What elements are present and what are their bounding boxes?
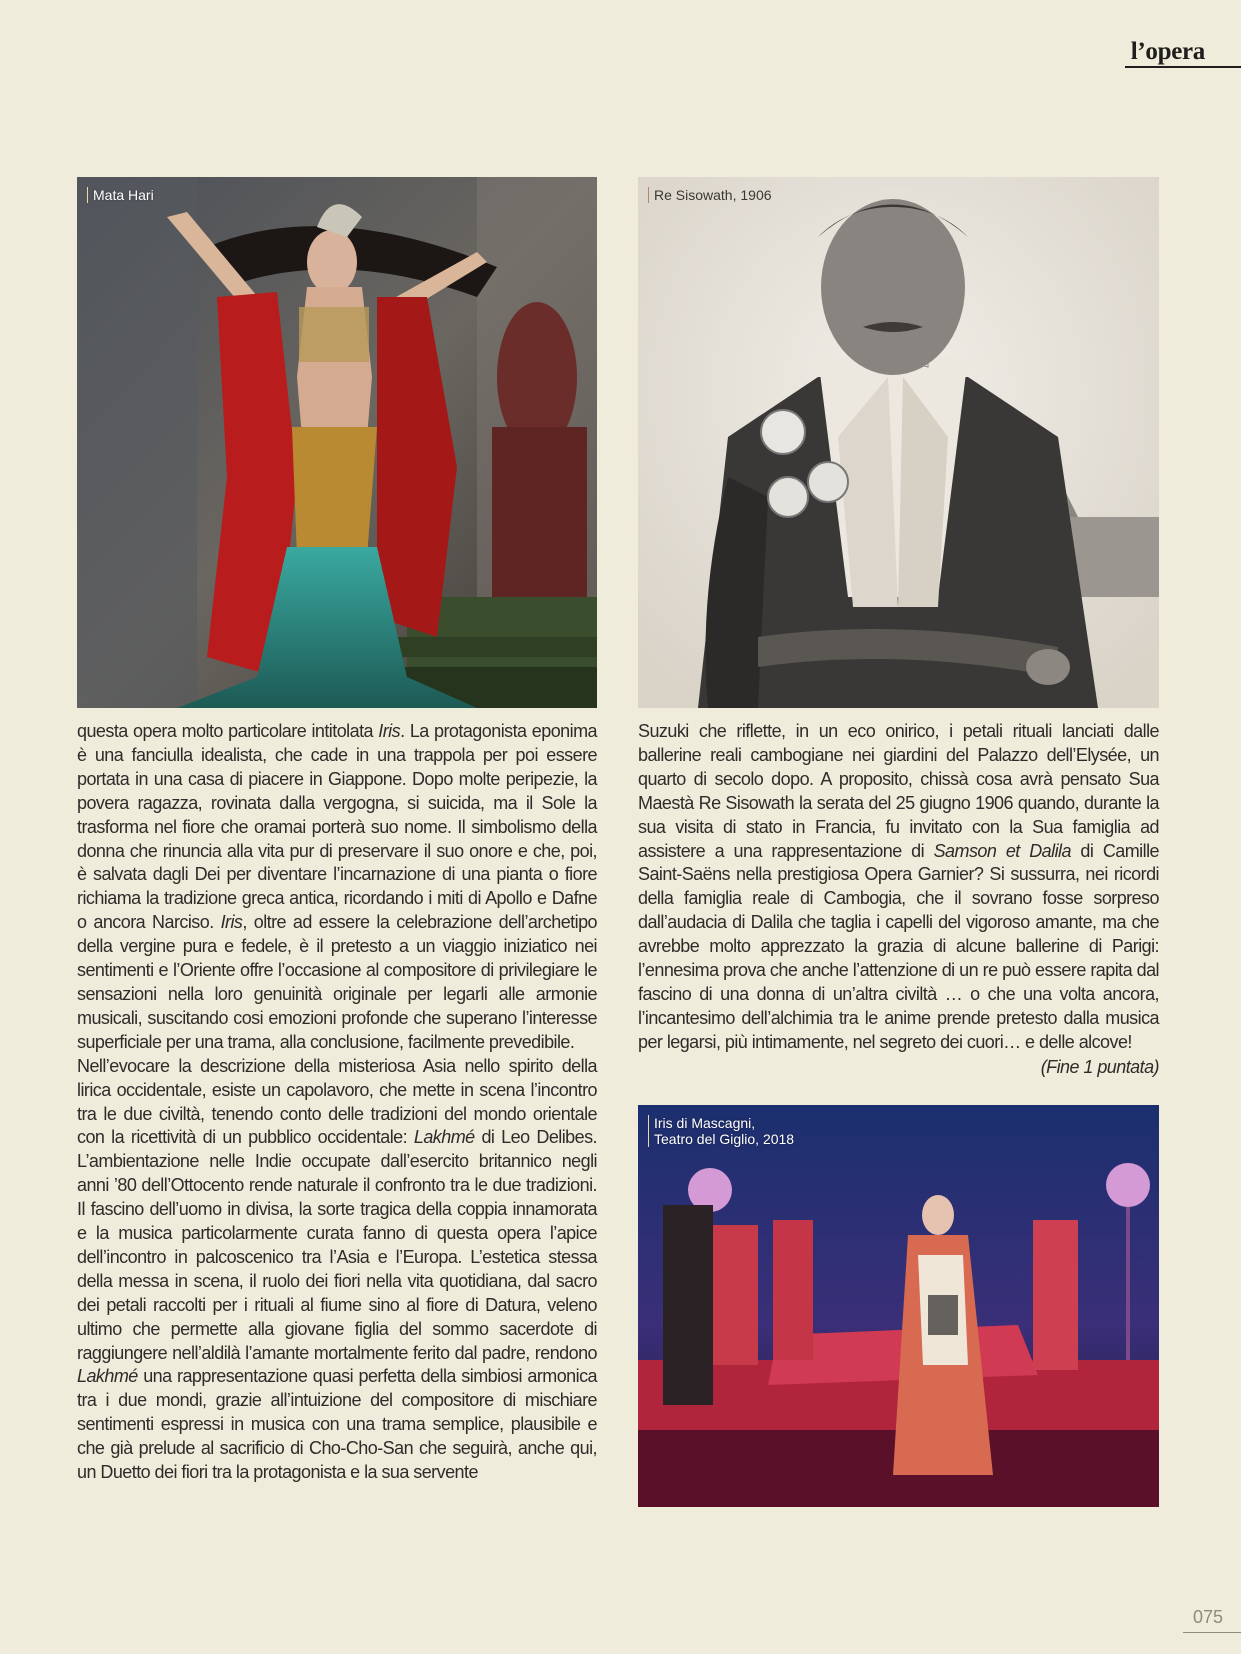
mata-hari-image bbox=[77, 177, 597, 708]
right-paragraph-1: Suzuki che riflette, in un eco onirico, i petali rituali lanciati dalle ballerine reali cambogiane nei giardini del Palazzo dell’Elysée, un quarto di secolo dopo. A proposito, chissà cosa avrà pensato Sua Maestà Re Sisowath la serata del 25 giugno 1906 quando, durante la sua visita di stato in Francia, fu invitato con la Sua famiglia ad assistere a una rappresentazione di Samson et Dalila di Camille Saint-Saëns nella prestigiosa Opera Garnier? Si sussurra, nei ricordi della famiglia reale di Cambogia, che il sovrano fosse sorpreso dall’audacia di Dalila che taglia i capelli del vigoroso amante, ma che avrebbe molto apprezzato la grazia di alcune ballerine di Parigi: l’ennesima prova che anche l’attenzione di un re può essere rapita dal fascino di una donna di un’altra civiltà … o che una volta ancora, l’incantesimo dell’alchimia tra le anime prende pretesto dalla musica per legarsi, più intimamente, nel segreto dei cuori… e delle alcove! bbox=[638, 721, 1159, 1052]
magazine-masthead: l’opera bbox=[1130, 38, 1205, 65]
sisowath-caption: Re Sisowath, 1906 bbox=[648, 187, 772, 203]
iris-stage-photo bbox=[638, 1105, 1159, 1507]
iris-stage-image bbox=[638, 1105, 1159, 1507]
sisowath-image bbox=[638, 177, 1159, 708]
iris-caption: Iris di Mascagni, Teatro del Giglio, 2018 bbox=[648, 1115, 794, 1147]
left-column-text bbox=[77, 720, 597, 1485]
series-ending-note: (Fine 1 puntata) bbox=[1040, 1056, 1159, 1077]
right-column-text bbox=[638, 720, 1159, 1080]
mata-hari-caption: Mata Hari bbox=[87, 187, 154, 203]
mata-hari-photo bbox=[77, 177, 597, 708]
sisowath-photo bbox=[638, 177, 1159, 708]
page-number-rule bbox=[1183, 1632, 1241, 1633]
left-paragraph-1: questa opera molto particolare intitolata Iris. La protagonista eponima è una fanciulla idealista, che cade in una trappola per poi essere portata in una casa di piacere in Giappone. Dopo molte peripezie, la povera ragazza, rovinata dalla vergogna, si suicida, ma il Sole la trasforma nel fiore che oramai porterà suo nome. Il simbolismo della donna che rinuncia alla vita pur di preservare il suo onore e che, poi, è salvata dagli Dei per diventare l’incarnazione di una pianta o fiore richiama la tradizione greca antica, ricordando i miti di Apollo e Dafne o ancora Narciso. Iris, oltre ad essere la celebrazione dell’archetipo della vergine pura e fedele, è il pretesto a un viaggio iniziatico nei sentimenti e l’Oriente offre l’occasione al compositore di privilegiare le sensazioni nella loro genuinità originale per legarli alle armonie musicali, suscitando cosi emozioni profonde che superano l’interesse superficiale per una trama, alla conclusione, facilmente prevedibile. bbox=[77, 721, 597, 1052]
masthead-rule bbox=[1125, 66, 1241, 68]
left-paragraph-2: Nell’evocare la descrizione della misteriosa Asia nello spirito della lirica occidentale, esiste un capolavoro, che mette in scena l’incontro tra le due civiltà, tenendo conto delle tradizioni del mondo orientale con la ricettività di un pubblico occidentale: Lakhmé di Leo Delibes. L’ambientazione nelle Indie occupate dall’esercito britannico negli anni ’80 dell’Ottocento rende naturale il confronto tra le due tradizioni. Il fascino dell’uomo in divisa, la sorte tragica della coppia innamorata e la musica particolarmente curata fanno di questa opera l’apice dell’incontro in palcoscenico tra l’Asia e l’Europa. L’estetica stessa della messa in scena, il ruolo dei fiori nella vita quotidiana, dal sacro dei petali raccolti per i rituali al fiume sino al fiore di Datura, veleno ultimo che permette alla giovane figlia del sommo sacerdote di raggiungere nell’aldilà l’amante mortalmente ferito dal padre, rendono Lakhmé una rappresentazione quasi perfetta della simbiosi armonica tra i due mondi, grazie all’intuizione del compositore di mischiare sentimenti espressi in musica con una trama semplice, plausibile e che già prelude al sacrificio di Cho-Cho-San che seguirà, anche qui, un Duetto dei fiori tra la protagonista e la sua servente bbox=[77, 1055, 597, 1483]
page-number: 075 bbox=[1192, 1607, 1223, 1627]
